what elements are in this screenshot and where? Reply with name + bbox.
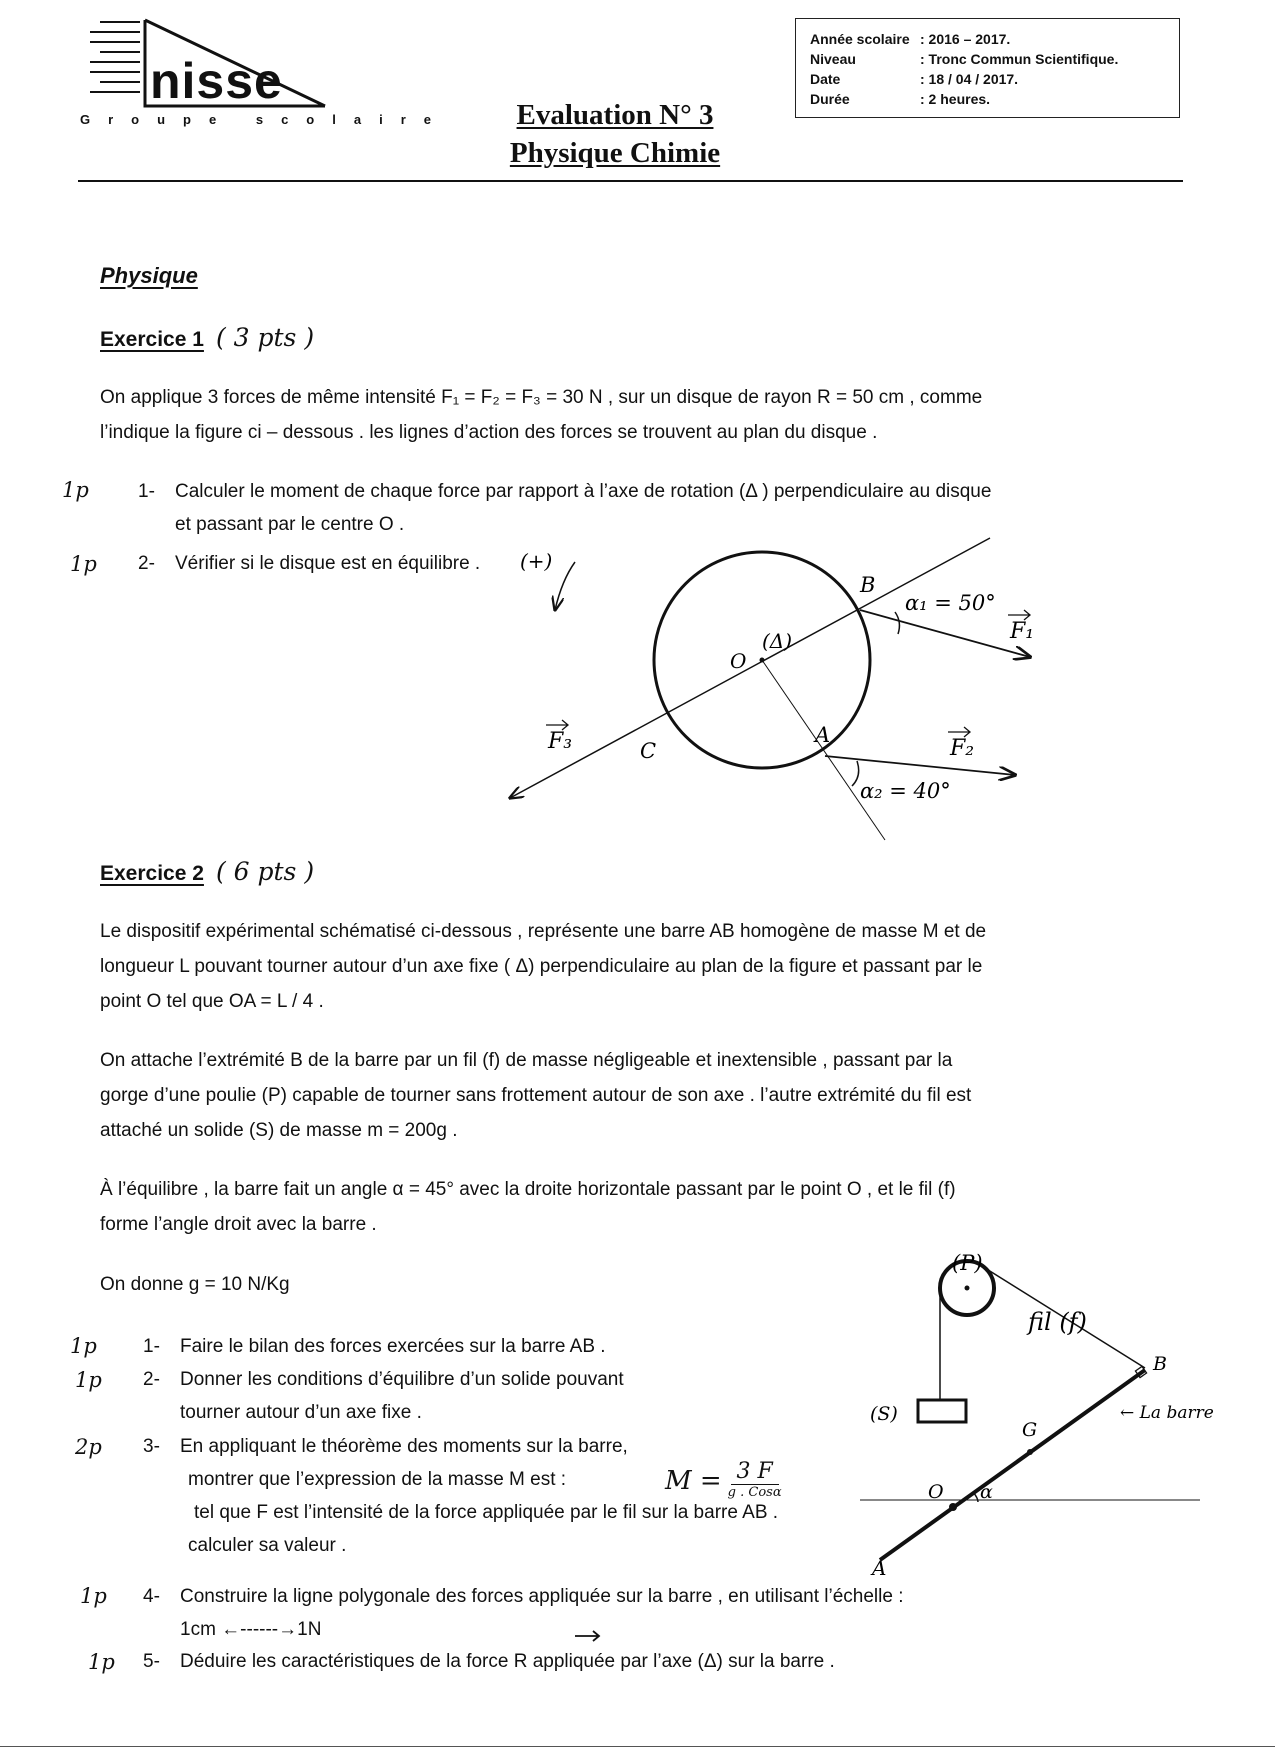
header-divider [78,180,1183,182]
exercise2-heading [100,857,314,886]
ex2-q5-mark: 1p [88,1650,115,1674]
ex2-q2-mark: 1p [75,1368,102,1392]
f3-label: F₃ [548,729,573,754]
point-o-label: O [928,1481,944,1503]
point-g-label: G [1022,1419,1038,1441]
ex2-q3-mark: 2p [75,1435,102,1459]
bar-pulley-figure [860,1240,1270,1580]
force-f3-line [510,538,990,798]
formula-denominator: g . Cosα [727,1485,782,1500]
formula-lhs: M = [665,1465,722,1496]
pulley-axis-dot [965,1286,970,1291]
ex2-q5-text: Déduire les caractéristiques de la force R appliquée par l’axe (Δ) sur la barre . [180,1651,835,1672]
exercise2-points: ( 6 pts ) [215,857,315,886]
logo-name: nisse [150,53,283,109]
exercise1-title: Exercice 1 [100,328,204,351]
point-b-label-2: B [1153,1353,1167,1375]
ex2-q2-number: 2- [143,1369,160,1390]
formula-fraction [728,1460,782,1501]
ex2-q4-mark: 1p [80,1584,107,1608]
disk-figure [500,530,1060,860]
info-row-year: Année scolaire : 2016 – 2017. [810,31,1011,47]
logo-subtitle: Groupe scolaire [80,112,449,127]
ex2-q3-text: En appliquant le théorème des moments sur la barre, montrer que l’expression de la masse M est : tel que F est l’intensité de la force appliquée par le fil sur la barre AB . calculer sa valeur . [180,1436,779,1556]
mass-formula [665,1460,782,1501]
point-g-dot [1027,1449,1033,1455]
ex1-q1-mark: 1p [62,478,89,502]
ex2-q2-text: Donner les conditions d’équilibre d’un solide pouvant tourner autour d’un axe fixe . [180,1369,624,1423]
alpha1-label: α₁ = 50° [905,591,996,615]
title-evaluation: Evaluation N° 3 [516,99,714,131]
force-f2-arrow [825,756,1015,775]
info-row-duration: Durée : 2 heures. [810,91,991,107]
ex1-q2-number: 2- [138,553,155,574]
point-b-label: B [860,573,876,597]
ex1-q2-mark: 1p [70,552,97,576]
rotation-sign: (+) [520,549,553,573]
solid-block [918,1400,966,1422]
ex1-q1-text: Calculer le moment de chaque force par rapport à l’axe de rotation (Δ ) perpendiculaire au disque et passant par le centre O . [175,481,992,535]
ex2-q5-number: 5- [143,1651,160,1672]
exercise2-paragraph1: Le dispositif expérimental schématisé ci-dessous , représente une barre AB homogène de masse M et de longueur L pouvant tourner autour d’un axe fixe ( Δ) perpendiculaire au plan de la figure et passant par le point O tel que OA = L / 4 . [100,921,987,1012]
center-label: O [730,649,747,673]
pulley-label: (P) [952,1251,983,1275]
ex2-q4-text: Construire la ligne polygonale des forces appliquée sur la barre , en utilisant l’échelle : 1cm ←------→1N [180,1586,904,1640]
f1-label: F₁ [1010,619,1035,644]
exercise1-points: ( 3 pts ) [215,323,315,352]
f2-label: F₂ [950,736,975,761]
r-vector-arrow [573,1628,603,1644]
footer-divider [0,1746,1275,1747]
force-f1-arrow [860,610,1030,657]
point-a-label-2: A [872,1556,887,1580]
solid-label: (S) [870,1403,898,1425]
point-a-label: A [815,723,831,747]
center-dot [760,658,765,663]
point-c-label: C [640,739,657,763]
ex2-q1-mark: 1p [70,1334,97,1358]
ex2-q4-number: 4- [143,1586,160,1607]
exercise1-intro: On applique 3 forces de même intensité F₁ = F₂ = F₃ = 30 N , sur un disque de rayon R = 50 cm , comme l’indique la figure ci – dessous . les lignes d’action des forces se trouvent au plan du disque . [100,387,983,443]
alpha1-arc [895,612,899,634]
section-heading: Physique [100,263,198,288]
exercise1-heading [100,323,314,352]
ex2-q3-number: 3- [143,1436,160,1457]
ex2-q1-number: 1- [143,1336,160,1357]
alpha-label: α [980,1481,993,1503]
exercise2-given: On donne g = 10 N/Kg [100,1274,290,1295]
ex1-q2-text: Vérifier si le disque est en équilibre . [175,553,481,574]
exercise2-paragraph3: À l’équilibre , la barre fait un angle α = 45° avec la droite horizontale passant par le point O , et le fil (f) forme l’angle droit avec la barre . [100,1179,956,1235]
exercise2-paragraph2: On attache l’extrémité B de la barre par un fil (f) de masse négligeable et inextensible , passant par la gorge d’une poulie (P) capable de tourner sans frottement autour de son axe . l’autre extrémité du fil est attaché un solide (S) de masse m = 200g . [100,1050,972,1141]
point-o-dot [949,1503,957,1511]
thread-label: fil (f) [1028,1308,1087,1336]
bar-label: ← La barre [1120,1403,1214,1423]
page-title [440,96,790,172]
rotation-sign-arrow [555,562,575,610]
ex1-q1-number: 1- [138,481,155,502]
axis-label: (Δ) [762,629,793,653]
info-box [795,18,1180,118]
title-subject: Physique Chimie [509,137,721,169]
info-row-level: Niveau : Tronc Commun Scientifique. [810,51,1119,67]
alpha2-arc [852,761,859,786]
formula-numerator: 3 F [731,1460,779,1485]
exercise2-title: Exercice 2 [100,862,204,885]
info-row-date: Date : 18 / 04 / 2017. [810,71,1019,87]
ex2-q1-text: Faire le bilan des forces exercées sur la barre AB . [180,1336,606,1357]
alpha2-label: α₂ = 40° [860,779,951,803]
